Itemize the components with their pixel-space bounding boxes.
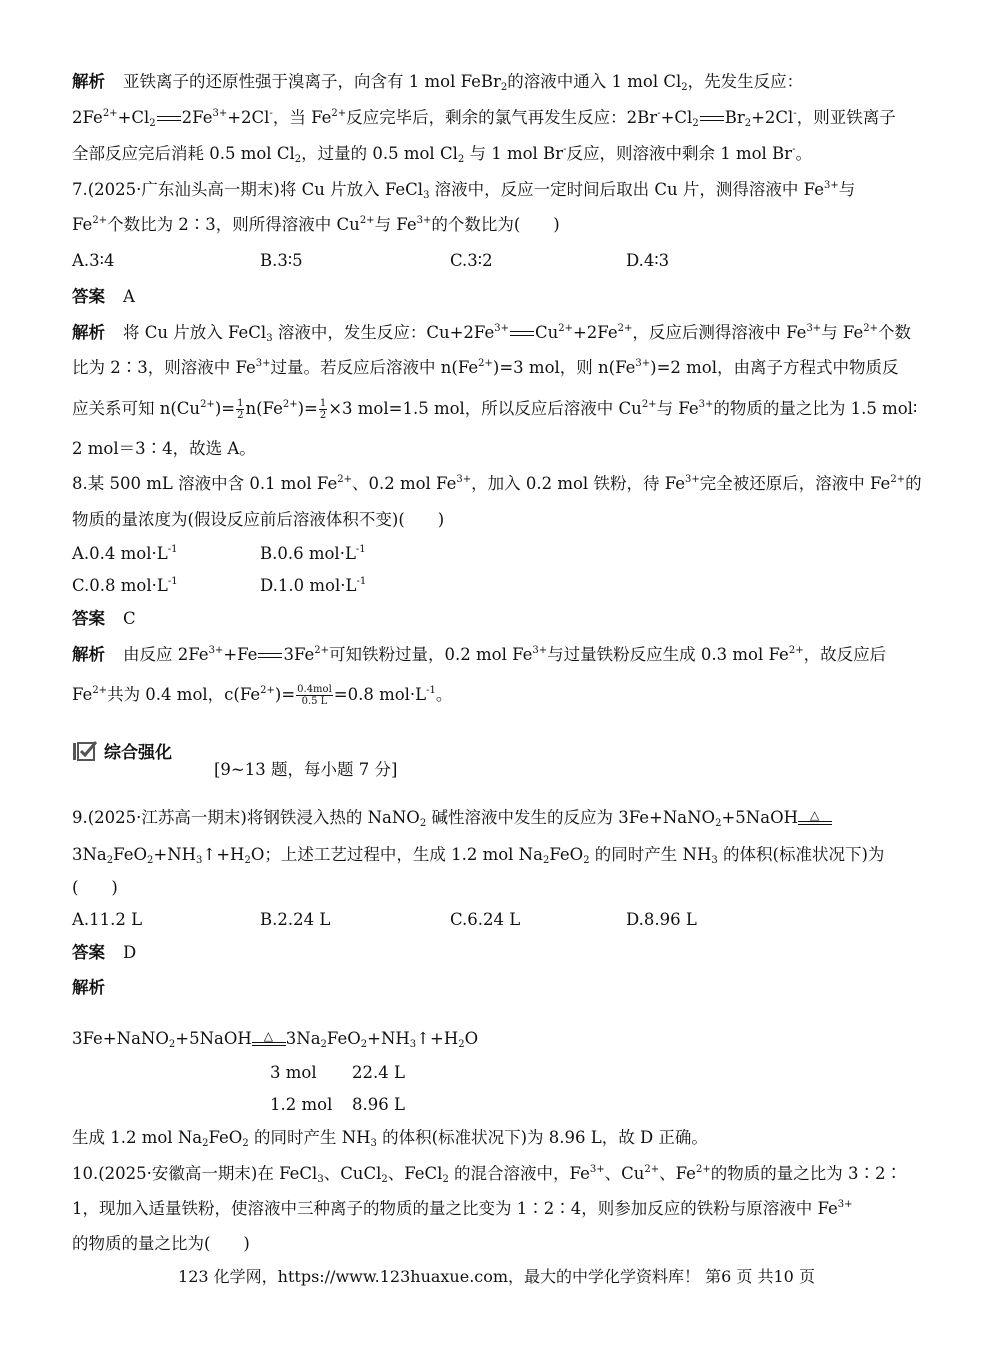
analysis-line: 解析 将 Cu 片放入 FeCl$_3$ 溶液中，发生反应：$Cu+2Fe^{3+}$ $Cu^{2+}+2Fe^{2+}$，反应后测得溶液中 $Fe^{3+}$与 $Fe^{2+}$个数 (72, 323, 911, 344)
analysis-line: 2 mol＝3∶4，故选 A。 (72, 439, 256, 458)
answer-value: C (123, 609, 136, 628)
conclusion-line: 生成 1.2 mol $Na_2FeO_2$ 的同时产生 $NH_3$ 的体积(标准状况下)为 8.96 L，故 D 正确。 (72, 1128, 708, 1149)
question-7-stem: 7.(2025·广东汕头高一期末)将 Cu 片放入 FeCl$_3$ 溶液中，反应一定时间后取出 Cu 片，测得溶液中 $Fe^{3+}$与 (72, 180, 856, 201)
analysis-label: 解析 (72, 978, 105, 997)
option-b: B.3∶5 (260, 251, 303, 270)
analysis-line: 解析 由反应 $2Fe^{3+}+Fe$ $3Fe^{2+}$可知铁粉过量，0.2 mol $Fe^{3+}$与过量铁粉反应生成 0.3 mol $Fe^{2+}$，故反应后 (72, 645, 887, 664)
analysis-line: $Fe^{2+}$共为 0.4 mol，$c(Fe^{2+})=$ $\frac{\text{0.4mol}}{0.5 L}$ =0.8 $mol\cdot L^{-1}$。 (72, 684, 453, 707)
option-b: B.2.24 L (260, 910, 331, 929)
option-c: C.6.24 L (450, 910, 521, 929)
analysis-label: 解析 (72, 645, 105, 664)
fraction: $\frac{1}{2}$ (237, 398, 244, 421)
option-c: C.3∶2 (450, 251, 493, 270)
answer-line (72, 941, 136, 965)
answer-line (72, 607, 136, 631)
question-10-stem: 1，现加入适量铁粉，使溶液中三种离子的物质的量之比变为 1∶2∶4，则参加反应的铁粉与原溶液中 $Fe^{3+}$ (72, 1199, 853, 1218)
question-9-stem: 9.(2025·江苏高一期末)将钢铁浸入热的 NaNO$_2$ 碱性溶液中发生的反应为 3Fe+NaNO$_2$+5NaOH △ (72, 806, 832, 831)
question-8-stem: 物质的量浓度为(假设反应前后溶液体积不变)( ) (72, 510, 445, 529)
fraction: $\frac{1}{2}$ (319, 398, 327, 421)
answer-line (72, 285, 135, 309)
option-a: A.11.2 L (72, 910, 143, 929)
ratio-cell: 3 mol (270, 1063, 317, 1082)
section-subtitle: [9~13 题，每小题 7 分] (214, 760, 398, 779)
option-d: D.8.96 L (626, 910, 697, 929)
option-d: D.4∶3 (626, 251, 670, 270)
ratio-cell: 1.2 mol (270, 1095, 333, 1114)
answer-value: D (123, 943, 137, 962)
heat-condition-icon: △ (798, 807, 832, 831)
question-7-stem: $Fe^{2+}$个数比为 2∶3，则所得溶液中 $Cu^{2+}$与 $Fe^{3+}$的个数比为( ) (72, 215, 560, 234)
answer-label: 答案 (72, 943, 105, 962)
section-title: 综合强化 (104, 743, 172, 763)
analysis-line: $2Fe^{2+}+Cl_2$ $2Fe^{3+}+2Cl^-$，当 $Fe^{2+}$反应完毕后，剩余的氯气再发生反应：$2Br^-+Cl_2$ $Br_2+2Cl^-$，则亚铁离子 (72, 108, 896, 129)
answer-label: 答案 (72, 609, 105, 628)
option-d: D.1.0 $mol\cdot L^{-1}$ (260, 576, 367, 595)
question-9-blank: ( ) (72, 878, 118, 897)
question-10-stem: 10.(2025·安徽高一期末)在 FeCl$_3$、CuCl$_2$、FeCl$_2$ 的混合溶液中，$Fe^{3+}$、$Cu^{2+}$、$Fe^{2+}$的物质的量之比为 3∶2∶ (72, 1164, 902, 1185)
option-a: A.3∶4 (72, 251, 115, 270)
question-10-stem: 的物质的量之比为( ) (72, 1234, 250, 1253)
analysis-line: 应关系可知 $n(Cu^{2+})=$ $\frac{1}{2}$ $n(Fe^{2+})=$ $\frac{1}{2}$ ×3 mol=1.5 mol，所以反应后溶液中 $Cu^{2+}$与 $Fe^{3+}$的物质的量之比为 1.5 mol∶ (72, 398, 918, 421)
analysis-line (72, 976, 105, 1000)
option-a: A.0.4 $mol\cdot L^{-1}$ (72, 544, 178, 563)
heat-condition-icon: △ (252, 1028, 286, 1052)
ratio-cell: 8.96 L (352, 1095, 405, 1114)
option-c: C.0.8 $mol\cdot L^{-1}$ (72, 576, 178, 595)
analysis-line: 全部反应完后消耗 0.5 mol $Cl_2$，过量的 0.5 mol $Cl_2$ 与 1 mol Br-反应，则溶液中剩余 1 mol Br-。 (72, 144, 812, 165)
equation-line: 3Fe+NaNO$_2$+5NaOH △ $3Na_2FeO_2+NH_3↑+H_2O$ (72, 1028, 479, 1050)
answer-label: 答案 (72, 287, 105, 306)
question-8-stem: 8.某 500 mL 溶液中含 0.1 mol $Fe^{2+}$、0.2 mol $Fe^{3+}$，加入 0.2 mol 铁粉，待 $Fe^{3+}$完全被还原后，溶液中 $Fe^{2+}$的 (72, 474, 922, 493)
question-9-stem: $3Na_2FeO_2+NH_3↑+H_2O$；上述工艺过程中，生成 1.2 mol $Na_2FeO_2$ 的同时产生 $NH_3$ 的体积(标准状况下)为 (72, 845, 885, 866)
analysis-line: 解析 亚铁离子的还原性强于溴离子，向含有 1 mol FeBr$_2$的溶液中通入 1 mol $Cl_2$，先发生反应： (72, 72, 804, 93)
checkmark-icon (72, 740, 98, 762)
analysis-line: 比为 2∶3，则溶液中 $Fe^{3+}$过量。若反应后溶液中 $n(Fe^{2+})=3$ mol，则 $n(Fe^{3+})=2$ mol，由离子方程式中物质反 (72, 358, 899, 377)
option-b: B.0.6 $mol\cdot L^{-1}$ (260, 544, 366, 563)
fraction: $\frac{\text{0.4mol}}{0.5 L}$ (297, 684, 332, 707)
analysis-label: 解析 (72, 72, 105, 91)
ratio-cell: 22.4 L (352, 1063, 405, 1082)
page-footer: 123 化学网，https://www.123huaxue.com，最大的中学化学资料库！ 第6 页 共10 页 (178, 1267, 815, 1286)
section-header (72, 738, 172, 763)
analysis-label: 解析 (72, 323, 105, 342)
answer-value: A (123, 287, 135, 306)
